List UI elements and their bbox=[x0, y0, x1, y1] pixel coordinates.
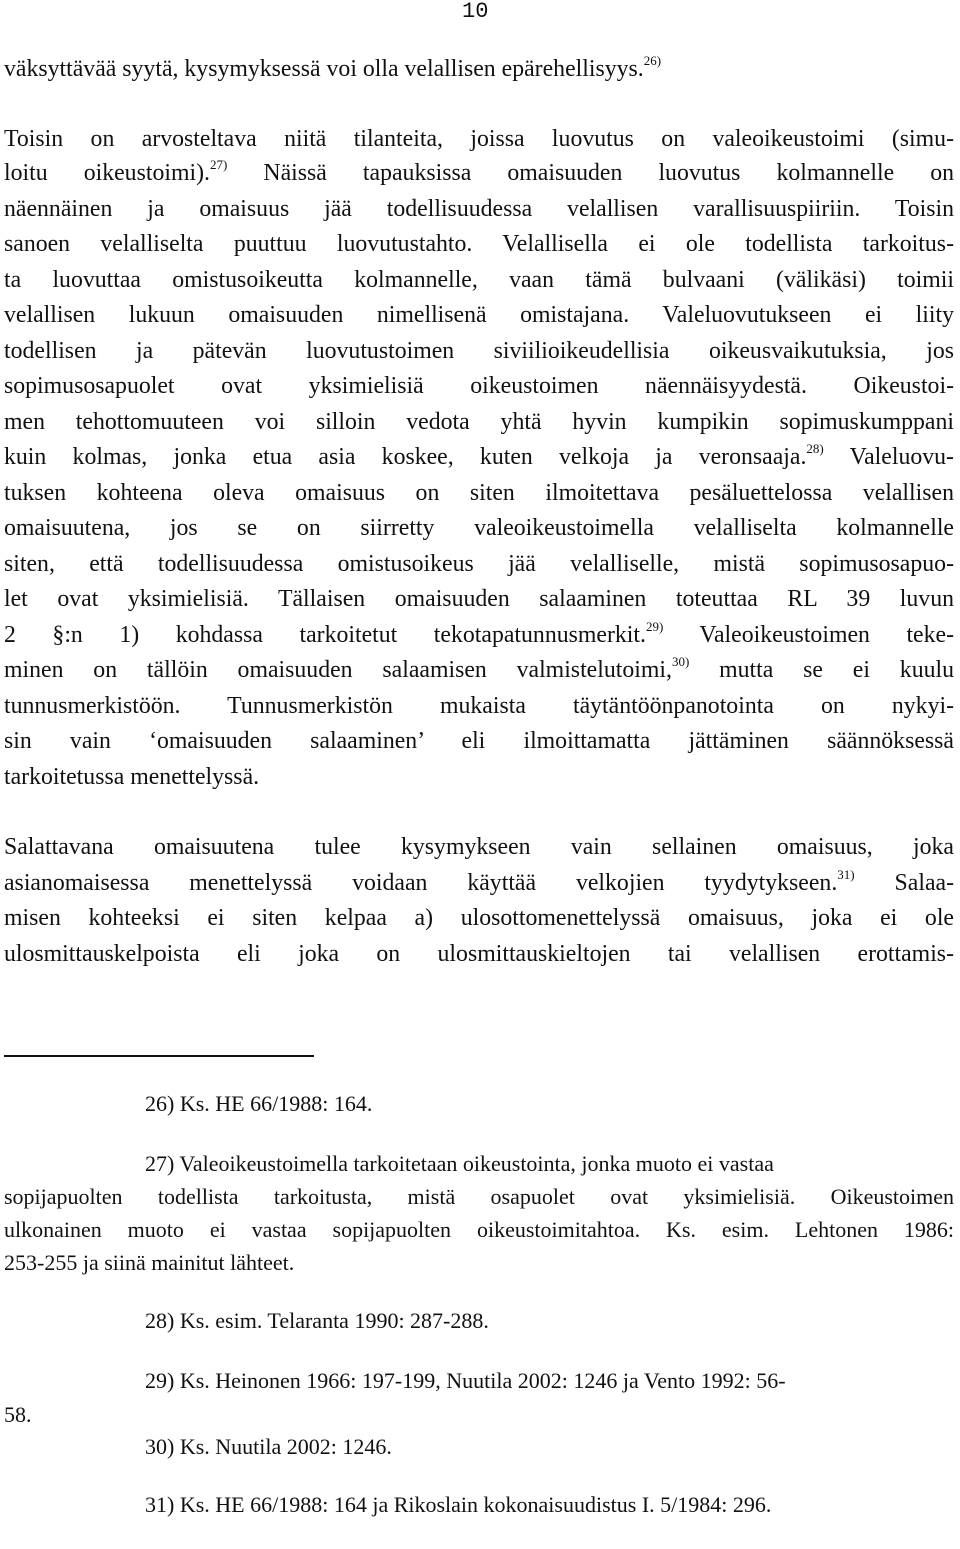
footnote-ref: 29) bbox=[645, 619, 664, 634]
text-line: asianomaisessa menettelyssä voidaan käyttää velkojien tyydytykseen.$^{31)}$ Salaa- bbox=[4, 867, 955, 896]
text-line: väksyttävää syytä, kysymyksessä voi olla velallisen epärehellisyys.$^{26)}$ bbox=[4, 53, 662, 82]
text-line: men tehottomuuteen voi silloin vedota yhtä hyvin kumpikin sopimuskumppani bbox=[4, 409, 954, 435]
footnote-27-line: 253-255 ja siinä mainitut lähteet. bbox=[4, 1250, 295, 1275]
text-line: näennäinen ja omaisuus jää todellisuudessa velallisen varallisuuspiiriin. Toisin bbox=[4, 196, 954, 222]
footnote-separator bbox=[4, 1055, 314, 1057]
text-line: ulosmittauskelpoista eli joka on ulosmittauskieltojen tai velallisen erottamis- bbox=[4, 941, 954, 967]
footnote-ref: 27) bbox=[209, 157, 228, 172]
footnote-ref: 28) bbox=[806, 441, 824, 456]
text-line: sopimusosapuolet ovat yksimielisiä oikeustoimen näennäisyydestä. Oikeustoi- bbox=[4, 373, 954, 399]
text-line: siten, että todellisuudessa omistusoikeus jää velalliselle, mistä sopimusosapuo- bbox=[4, 551, 954, 577]
text-line: misen kohteeksi ei siten kelpaa a) ulosottomenettelyssä omaisuus, joka ei ole bbox=[4, 905, 954, 931]
text-line: omaisuutena, jos se on siirretty valeoikeustoimella velalliselta kolmannelle bbox=[4, 515, 954, 541]
text-line: sanoen velalliselta puuttuu luovutustahto. Velallisella ei ole todellista tarkoitus- bbox=[4, 231, 954, 257]
footnote-ref: 30) bbox=[671, 654, 690, 669]
footnote-26: 26) Ks. HE 66/1988: 164. bbox=[145, 1091, 373, 1116]
footnote-29-line: 58. bbox=[4, 1402, 32, 1427]
text-line: sin vain ‘omaisuuden salaaminen’ eli ilmoittamatta jättäminen säännöksessä bbox=[4, 728, 954, 754]
text-line: tuksen kohteena oleva omaisuus on siten ilmoitettava pesäluettelossa velallisen bbox=[4, 480, 954, 506]
text-line: loitu oikeustoimi).$^{27)}$ Näissä tapauksissa omaisuuden luovutus kolmannelle on bbox=[4, 157, 954, 186]
text-line: kuin kolmas, jonka etua asia koskee, kuten velkoja ja veronsaaja.$^{28)}$ Valeluovu- bbox=[4, 441, 954, 470]
footnote-ref: 31) bbox=[837, 867, 855, 882]
text-line: Salattavana omaisuutena tulee kysymykseen vain sellainen omaisuus, joka bbox=[4, 834, 954, 860]
text-line: let ovat yksimielisiä. Tällaisen omaisuuden salaaminen toteuttaa RL 39 luvun bbox=[4, 586, 954, 612]
text-line: ta luovuttaa omistusoikeutta kolmannelle, vaan tämä bulvaani (välikäsi) toimii bbox=[4, 267, 954, 293]
text-line: todellisen ja pätevän luovutustoimen siviilioikeudellisia oikeusvaikutuksia, jos bbox=[4, 338, 954, 364]
footnote-27-line: sopijapuolten todellista tarkoitusta, mistä osapuolet ovat yksimielisiä. Oikeustoimen bbox=[4, 1184, 954, 1209]
footnote-31: 31) Ks. HE 66/1988: 164 ja Rikoslain kokonaisuudistus I. 5/1984: 296. bbox=[145, 1492, 772, 1517]
footnote-30: 30) Ks. Nuutila 2002: 1246. bbox=[145, 1434, 392, 1459]
text-line: 2 §:n 1) kohdassa tarkoitetut tekotapatunnusmerkit.$^{29)}$ Valeoikeustoimen teke- bbox=[4, 619, 954, 648]
footnote-27-line: ulkonainen muoto ei vastaa sopijapuolten oikeustoimitahtoa. Ks. esim. Lehtonen 1986: bbox=[4, 1217, 954, 1242]
text-line: minen on tällöin omaisuuden salaamisen valmistelutoimi,$^{30)}$ mutta se ei kuulu bbox=[4, 654, 954, 683]
text-line: Toisin on arvosteltava niitä tilanteita, joissa luovutus on valeoikeustoimi (simu- bbox=[4, 126, 954, 152]
footnote-ref: 26) bbox=[643, 53, 662, 68]
footnote-27: 27) Valeoikeustoimella tarkoitetaan oikeustointa, jonka muoto ei vastaa bbox=[145, 1151, 774, 1176]
page-number: 10 bbox=[462, 0, 489, 24]
footnote-29: 29) Ks. Heinonen 1966: 197-199, Nuutila 2002: 1246 ja Vento 1992: 56- bbox=[145, 1368, 786, 1393]
text-line: tunnusmerkistöön. Tunnusmerkistön mukaista täytäntöönpanotointa on nykyi- bbox=[4, 693, 954, 719]
footnote-28: 28) Ks. esim. Telaranta 1990: 287-288. bbox=[145, 1308, 489, 1333]
text-line: tarkoitetussa menettelyssä. bbox=[4, 764, 260, 790]
text-line: velallisen lukuun omaisuuden nimellisenä omistajana. Valeluovutukseen ei liity bbox=[4, 302, 954, 328]
